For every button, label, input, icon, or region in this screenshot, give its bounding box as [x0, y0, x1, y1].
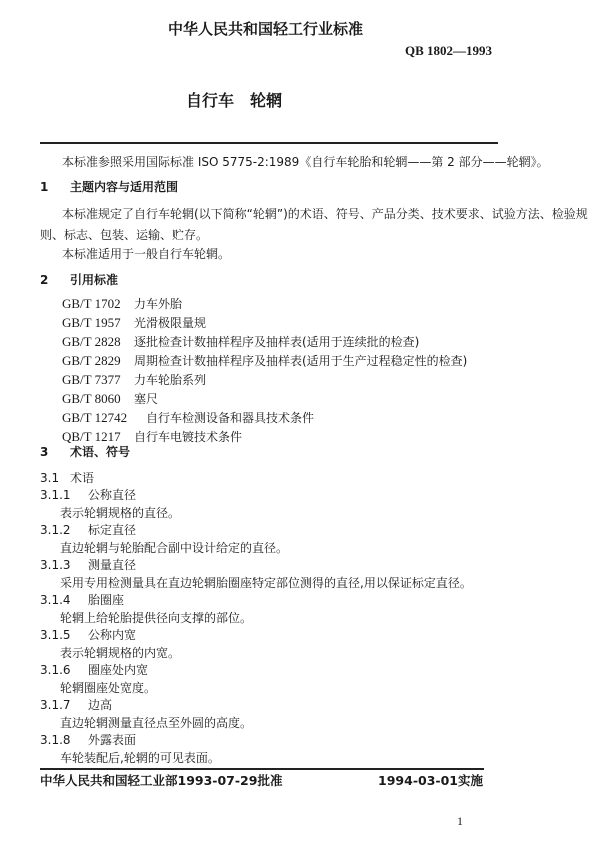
- reference-code: GB/T 2828: [62, 334, 121, 349]
- section-1-paragraph: 本标准规定了自行车轮辋(以下简称“轮辋”)的术语、符号、产品分类、技术要求、试验方法、检验规: [62, 207, 588, 221]
- section-3-heading: [40, 445, 130, 459]
- term-name: 测量直径: [88, 558, 137, 572]
- page-number: 1: [457, 814, 463, 828]
- reference-item: [62, 354, 467, 368]
- reference-title: 力车轮胎系列: [134, 373, 207, 387]
- term-definition: 表示轮辋规格的直径。: [60, 506, 181, 520]
- term-definition: 表示轮辋规格的内宽。: [60, 646, 181, 660]
- section-1-paragraph-cont: 则、标志、包装、运输、贮存。: [40, 228, 209, 242]
- intro-text: 本标准参照采用国际标准 ISO 5775-2:1989《自行车轮胎和轮辋——第 2 部分——轮辋》。: [62, 155, 549, 169]
- reference-code: GB/T 7377: [62, 372, 121, 387]
- term-definition: 轮辋圈座处宽度。: [60, 681, 157, 695]
- term-number: 3.1.5: [40, 628, 71, 642]
- term-heading: [40, 663, 148, 677]
- org-title: 中华人民共和国轻工行业标准: [168, 20, 364, 38]
- term-heading: [40, 488, 136, 502]
- reference-title: 逐批检查计数抽样程序及抽样表(适用于连续批的检查): [134, 335, 420, 349]
- term-number: 3.1.3: [40, 558, 71, 572]
- term-heading: [40, 558, 136, 572]
- section-title: 引用标准: [70, 273, 119, 287]
- reference-title: 塞尺: [134, 392, 159, 406]
- reference-code: GB/T 2829: [62, 353, 121, 368]
- term-number: 3.1.4: [40, 593, 71, 607]
- term-name: 外露表面: [88, 733, 137, 747]
- term-heading: [40, 733, 136, 747]
- reference-title: 自行车检测设备和器具技术条件: [146, 411, 315, 425]
- reference-code: GB/T 1702: [62, 296, 121, 311]
- term-heading: [40, 523, 136, 537]
- term-name: 胎圈座: [88, 593, 125, 607]
- term-name: 标定直径: [88, 523, 137, 537]
- term-definition: 车轮装配后,轮辋的可见表面。: [60, 751, 220, 765]
- term-heading: [40, 628, 136, 642]
- section-title: 术语、符号: [70, 445, 131, 459]
- effective-date: 1994-03-01实施: [378, 773, 483, 788]
- reference-title: 力车外胎: [134, 297, 183, 311]
- term-number: 3.1.7: [40, 698, 71, 712]
- section-1-scope: 本标准适用于一般自行车轮辋。: [62, 247, 231, 261]
- reference-item: [62, 373, 206, 387]
- term-number: 3.1.6: [40, 663, 71, 677]
- standard-number: QB 1802—1993: [405, 43, 493, 58]
- subsection-3-1: [40, 471, 94, 485]
- term-name: 公称内宽: [88, 628, 137, 642]
- reference-title: 光滑极限量规: [134, 316, 207, 330]
- reference-code: GB/T 12742: [62, 410, 128, 425]
- term-name: 公称直径: [88, 488, 137, 502]
- term-name: 边高: [88, 698, 113, 712]
- term-definition: 直边轮辋测量直径点至外圆的高度。: [60, 716, 253, 730]
- subsection-number: 3.1: [40, 471, 60, 485]
- term-definition: 直边轮辋与轮胎配合副中设计给定的直径。: [60, 541, 289, 555]
- term-name: 圈座处内宽: [88, 663, 149, 677]
- footer-rule: [40, 768, 484, 770]
- term-definition: 轮辋上给轮胎提供径向支撑的部位。: [60, 611, 253, 625]
- reference-code: QB/T 1217: [62, 429, 121, 444]
- reference-item: [62, 411, 314, 425]
- reference-title: 自行车电镀技术条件: [134, 430, 243, 444]
- reference-item: [62, 297, 182, 311]
- term-heading: [40, 698, 112, 712]
- term-number: 3.1.1: [40, 488, 71, 502]
- reference-item: [62, 316, 206, 330]
- section-number: 1: [40, 180, 49, 194]
- reference-item: [62, 430, 242, 444]
- section-number: 2: [40, 273, 49, 287]
- term-definition: 采用专用检测量具在直边轮辋胎圈座特定部位测得的直径,用以保证标定直径。: [60, 576, 472, 590]
- reference-title: 周期检查计数抽样程序及抽样表(适用于生产过程稳定性的检查): [134, 354, 468, 368]
- document-title: 自行车 轮辋: [186, 91, 283, 110]
- reference-item: [62, 392, 158, 406]
- section-number: 3: [40, 445, 49, 459]
- term-number: 3.1.8: [40, 733, 71, 747]
- reference-code: GB/T 8060: [62, 391, 121, 406]
- section-1-heading: [40, 180, 178, 194]
- section-title: 主题内容与适用范围: [70, 180, 179, 194]
- subsection-title: 术语: [70, 471, 95, 485]
- term-heading: [40, 593, 124, 607]
- approval-info: 中华人民共和国轻工业部1993-07-29批准: [40, 773, 283, 788]
- term-number: 3.1.2: [40, 523, 71, 537]
- reference-item: [62, 335, 419, 349]
- reference-code: GB/T 1957: [62, 315, 121, 330]
- section-2-heading: [40, 273, 118, 287]
- header-rule: [40, 142, 498, 144]
